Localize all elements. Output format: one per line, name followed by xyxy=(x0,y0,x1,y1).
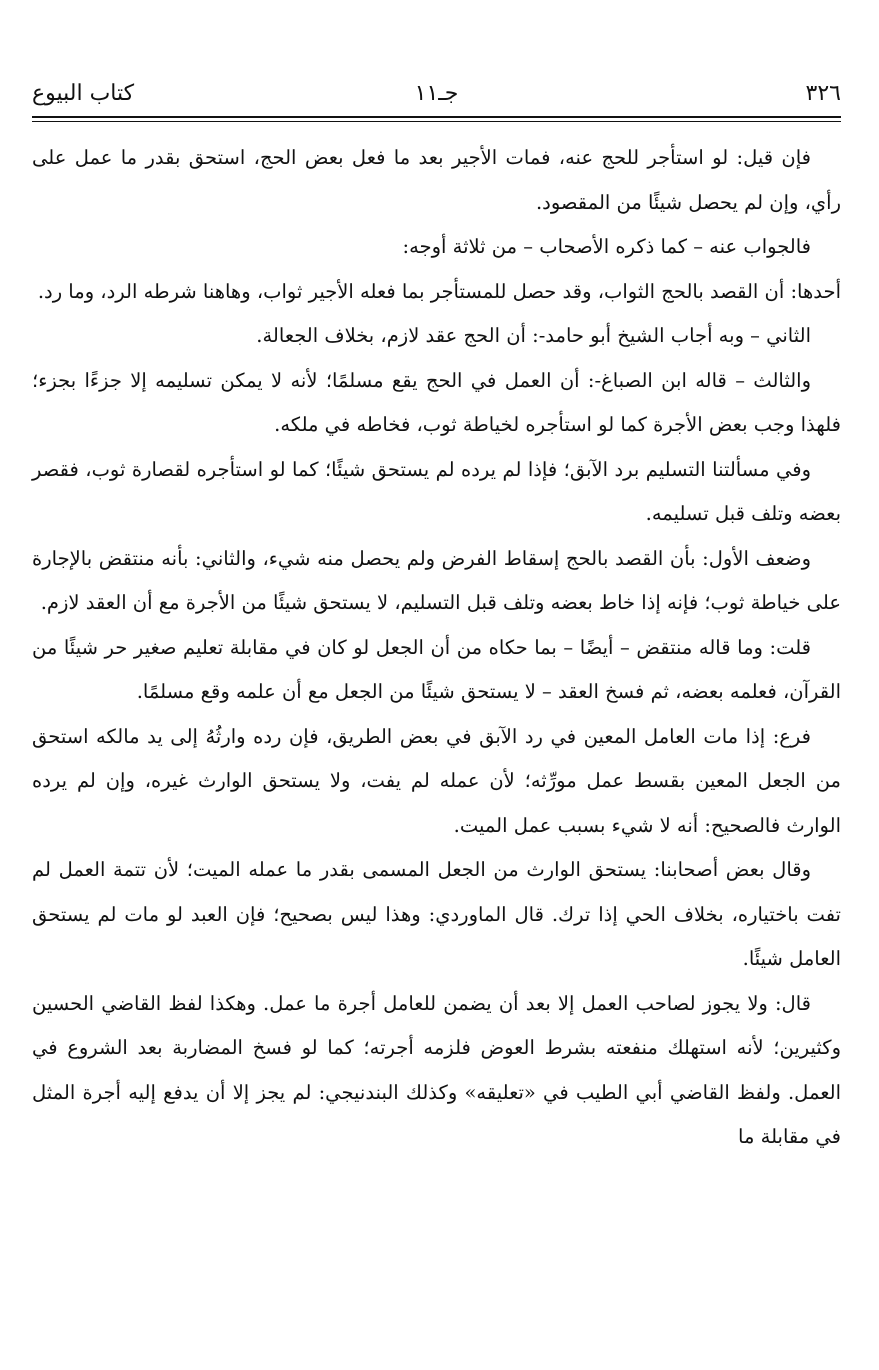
paragraph: أحدها: أن القصد بالحج الثواب، وقد حصل للمستأجر بما فعله الأجير ثواب، وهاهنا شرطه الرد، وما رد. xyxy=(37,279,841,303)
paragraph: وفي مسألتنا التسليم برد الآبق؛ فإذا لم يرده لم يستحق شيئًا؛ كما لو استأجره لقصارة ثوب، فقصر بعضه وتلف قبل تسليمه. xyxy=(32,457,841,525)
paragraph: فالجواب عنه – كما ذكره الأصحاب – من ثلاثة أوجه: xyxy=(402,235,811,258)
paragraph: الثاني – وبه أجاب الشيخ أبو حامد-: أن الحج عقد لازم، بخلاف الجعالة. xyxy=(256,324,811,347)
header-rule-thin xyxy=(32,121,841,122)
book-title: كتاب البيوع xyxy=(32,81,135,106)
paragraph: قلت: وما قاله منتقض – أيضًا – بما حكاه من أن الجعل لو كان في مقابلة تعليم صغير حر شيئًا من القرآن، فعلمه بعضه، ثم فسخ العقد – لا يستحق شيئًا من الجعل مع أن علمه وقع مسلمًا. xyxy=(32,635,841,703)
paragraph: فإن قيل: لو استأجر للحج عنه، فمات الأجير بعد ما فعل بعض الحج، استحق بقدر ما عمل على رأي، وإن لم يحصل شيئًا من المقصود. xyxy=(32,146,841,214)
body-text xyxy=(32,136,841,1160)
running-head xyxy=(32,78,841,118)
header-rule-thick xyxy=(32,116,841,118)
volume-number: جـ١١ xyxy=(414,81,459,106)
page-number: ٣٢٦ xyxy=(805,81,841,106)
paragraph: قال: ولا يجوز لصاحب العمل إلا بعد أن يضمن للعامل أجرة ما عمل. وهكذا لفظ القاضي الحسين وكثيرين؛ لأنه استهلك منفعته بشرط العوض فلزمه أجرته؛ كما لو فسخ المضاربة بعد الشروع في العمل. ولفظ القاضي أبي الطيب في «تعليقه» وكذلك البندنيجي: لم يجز إلا أن يدفع إليه أجرة المثل في مقابلة ما xyxy=(32,991,841,1148)
paragraph: والثالث – قاله ابن الصباغ-: أن العمل في الحج يقع مسلمًا؛ لأنه لا يمكن تسليمه إلا جزءًا بجزء؛ فلهذا وجب بعض الأجرة كما لو استأجره لخياطة ثوب، فخاطه في ملكه. xyxy=(32,368,841,436)
paragraph: وضعف الأول: بأن القصد بالحج إسقاط الفرض ولم يحصل منه شيء، والثاني: بأنه منتقض بالإجارة على خياطة ثوب؛ فإنه إذا خاط بعضه وتلف قبل التسليم، لا يستحق شيئًا من الأجرة مع أن العقد لازم. xyxy=(32,546,841,614)
paragraph: وقال بعض أصحابنا: يستحق الوارث من الجعل المسمى بقدر ما عمله الميت؛ لأن تتمة العمل لم تفت باختياره، بخلاف الحي إذا ترك. قال الماوردي: وهذا ليس بصحيح؛ فإن العبد لو مات لم يستحق العامل شيئًا. xyxy=(32,858,841,970)
paragraph: فرع: إذا مات العامل المعين في رد الآبق في بعض الطريق، فإن رده وارثُهُ إلى يد مالكه استحق من الجعل المعين بقسط عمل مورِّثه؛ لأن عمله لم يفت، ولا يستحق الوارث غيره، وإن لم يرده الوارث فالصحيح: أنه لا شيء بسبب عمل الميت. xyxy=(32,724,841,837)
